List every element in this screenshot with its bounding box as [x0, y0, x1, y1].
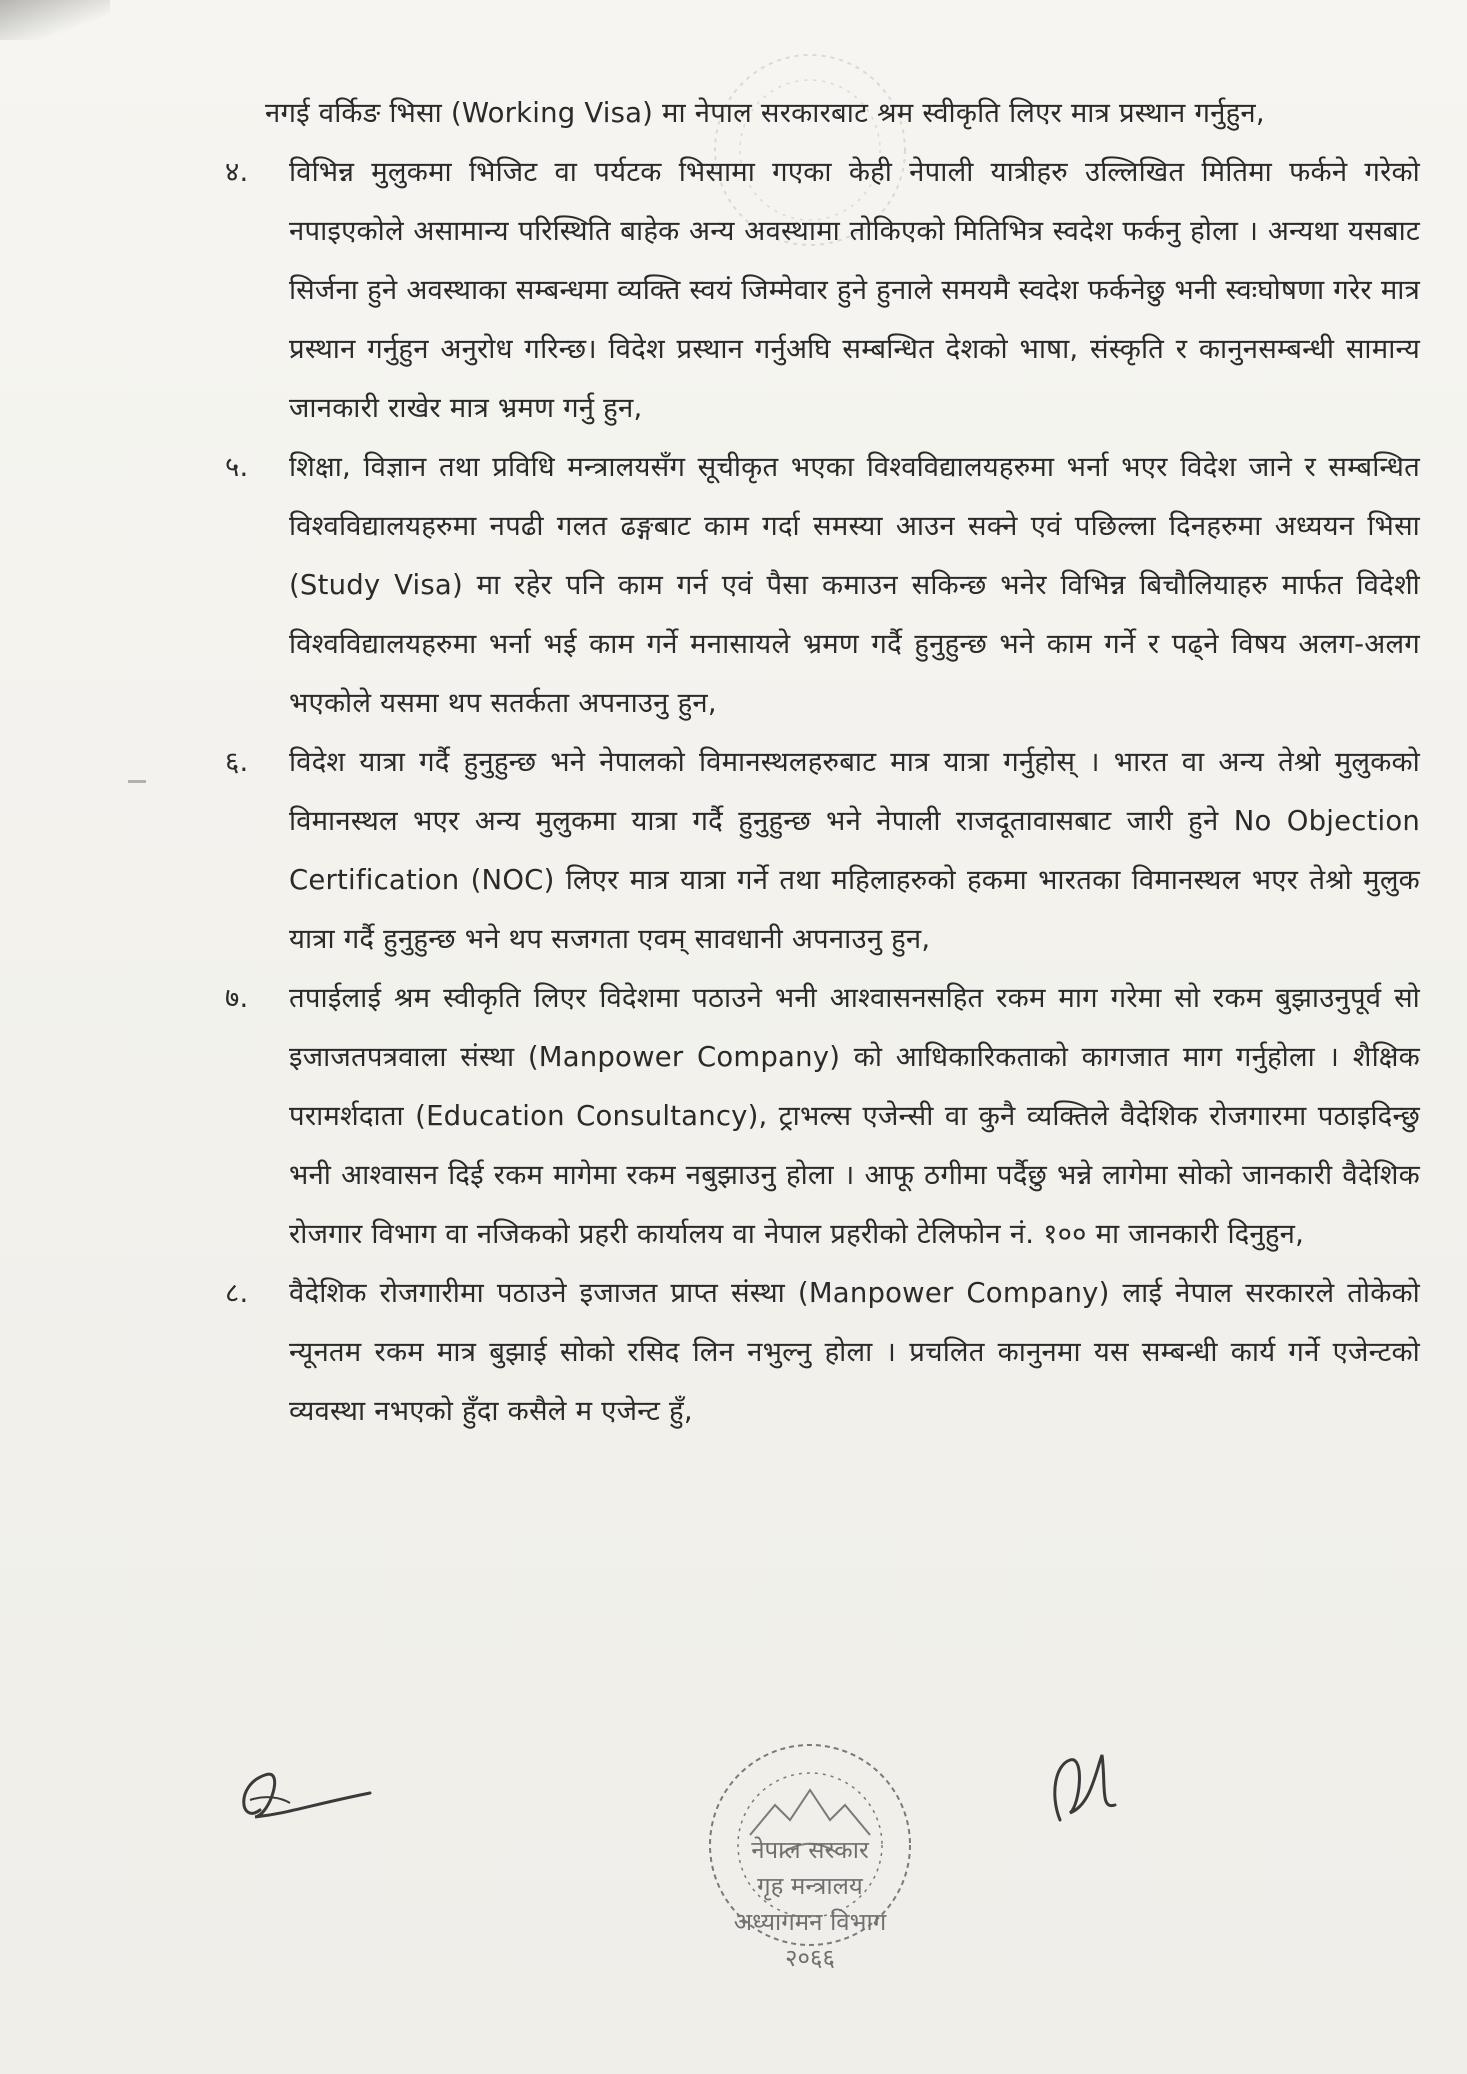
list-item-7 — [225, 969, 1420, 1264]
item-text: विदेश यात्रा गर्दै हुनुहुन्छ भने नेपालको विमानस्थलहरुबाट मात्र यात्रा गर्नुहोस् । भारत वा अन्य तेश्रो मुलुकको विमानस्थल भएर अन्य मुलुकमा यात्रा गर्दै हुनुहुन्छ भने नेपाली राजदूतावासबाट जारी हुने No Objection Certification (NOC) लिएर मात्र यात्रा गर्ने तथा महिलाहरुको हकमा भारतका विमानस्थल भएर तेश्रो मुलुक यात्रा गर्दै हुनुहुन्छ भने थप सजगता एवम् सावधानी अपनाउनु हुन, — [289, 746, 1420, 955]
list-item-6 — [225, 733, 1420, 969]
signature-right — [1040, 1735, 1130, 1835]
seal-year: २०६६ — [785, 1944, 835, 1972]
item-number: ८. — [225, 1277, 249, 1309]
item-number: ७. — [225, 982, 249, 1014]
list-item-5 — [225, 438, 1420, 733]
seal-line-3: अध्यागमन विभाग — [733, 1908, 887, 1936]
intro-line: नगई वर्किङ भिसा (Working Visa) मा नेपाल सरकारबाट श्रम स्वीकृति लिएर मात्र प्रस्थान गर्नुहुन, — [265, 97, 1265, 129]
item-text: वैदेशिक रोजगारीमा पठाउने इजाजत प्राप्त संस्था (Manpower Company) लाई नेपाल सरकारले तोकेको न्यूनतम रकम मात्र बुझाई सोको रसिद लिन नभुल्नु होला । प्रचलित कानुनमा यस सम्बन्धी कार्य गर्ने एजेन्टको व्यवस्था नभएको हुँदा कसैले म एजेन्ट हुँ, — [289, 1277, 1420, 1427]
list-item-4 — [225, 143, 1420, 438]
item-number: ४. — [225, 156, 249, 188]
signature-left — [230, 1755, 380, 1835]
margin-mark — [128, 780, 146, 783]
seal-line-1: नेपाल सरकार — [751, 1836, 869, 1864]
item-number: ५. — [225, 451, 249, 483]
official-seal — [680, 1735, 940, 1995]
item-number: ६. — [225, 746, 249, 778]
list-item-8 — [225, 1264, 1420, 1441]
page-fold-shadow — [0, 0, 110, 40]
document-body — [225, 84, 1420, 1441]
seal-line-2: गृह मन्त्रालय — [757, 1872, 863, 1900]
item-text: शिक्षा, विज्ञान तथा प्रविधि मन्त्रालयसँग सूचीकृत भएका विश्वविद्यालयहरुमा भर्ना भएर विदेश जाने र सम्बन्धित विश्वविद्यालयहरुमा नपढी गलत ढङ्गबाट काम गर्दा समस्या आउन सक्ने एवं पछिल्ला दिनहरुमा अध्ययन भिसा (Study Visa) मा रहेर पनि काम गर्न एवं पैसा कमाउन सकिन्छ भनेर विभिन्न बिचौलियाहरु मार्फत विदेशी विश्वविद्यालयहरुमा भर्ना भई काम गर्ने मनासायले भ्रमण गर्दै हुनुहुन्छ भने काम गर्ने र पढ्ने विषय अलग-अलग भएकोले यसमा थप सतर्कता अपनाउनु हुन, — [289, 451, 1420, 719]
item-text: तपाईलाई श्रम स्वीकृति लिएर विदेशमा पठाउने भनी आश्वासनसहित रकम माग गरेमा सो रकम बुझाउनुपूर्व सो इजाजतपत्रवाला संस्था (Manpower Company) को आधिकारिकताको कागजात माग गर्नुहोला । शैक्षिक परामर्शदाता (Education Consultancy), ट्राभल्स एजेन्सी वा कुनै व्यक्तिले वैदेशिक रोजगारमा पठाइदिन्छु भनी आश्वासन दिई रकम मागेमा रकम नबुझाउनु होला । आफू ठगीमा पर्दैछु भन्ने लागेमा सोको जानकारी वैदेशिक रोजगार विभाग वा नजिकको प्रहरी कार्यालय वा नेपाल प्रहरीको टेलिफोन नं. १०० मा जानकारी दिनुहुन, — [289, 982, 1420, 1250]
item-text: विभिन्न मुलुकमा भिजिट वा पर्यटक भिसामा गएका केही नेपाली यात्रीहरु उल्लिखित मितिमा फर्कने गरेको नपाइएकोले असामान्य परिस्थिति बाहेक अन्य अवस्थामा तोकिएको मितिभित्र स्वदेश फर्कनु होला । अन्यथा यसबाट सिर्जना हुने अवस्थाका सम्बन्धमा व्यक्ति स्वयं जिम्मेवार हुने हुनाले समयमै स्वदेश फर्कनेछु भनी स्वःघोषणा गरेर मात्र प्रस्थान गर्नुहुन अनुरोध गरिन्छ। विदेश प्रस्थान गर्नुअघि सम्बन्धित देशको भाषा, संस्कृति र कानुनसम्बन्धी सामान्य जानकारी राखेर मात्र भ्रमण गर्नु हुन, — [289, 156, 1420, 424]
